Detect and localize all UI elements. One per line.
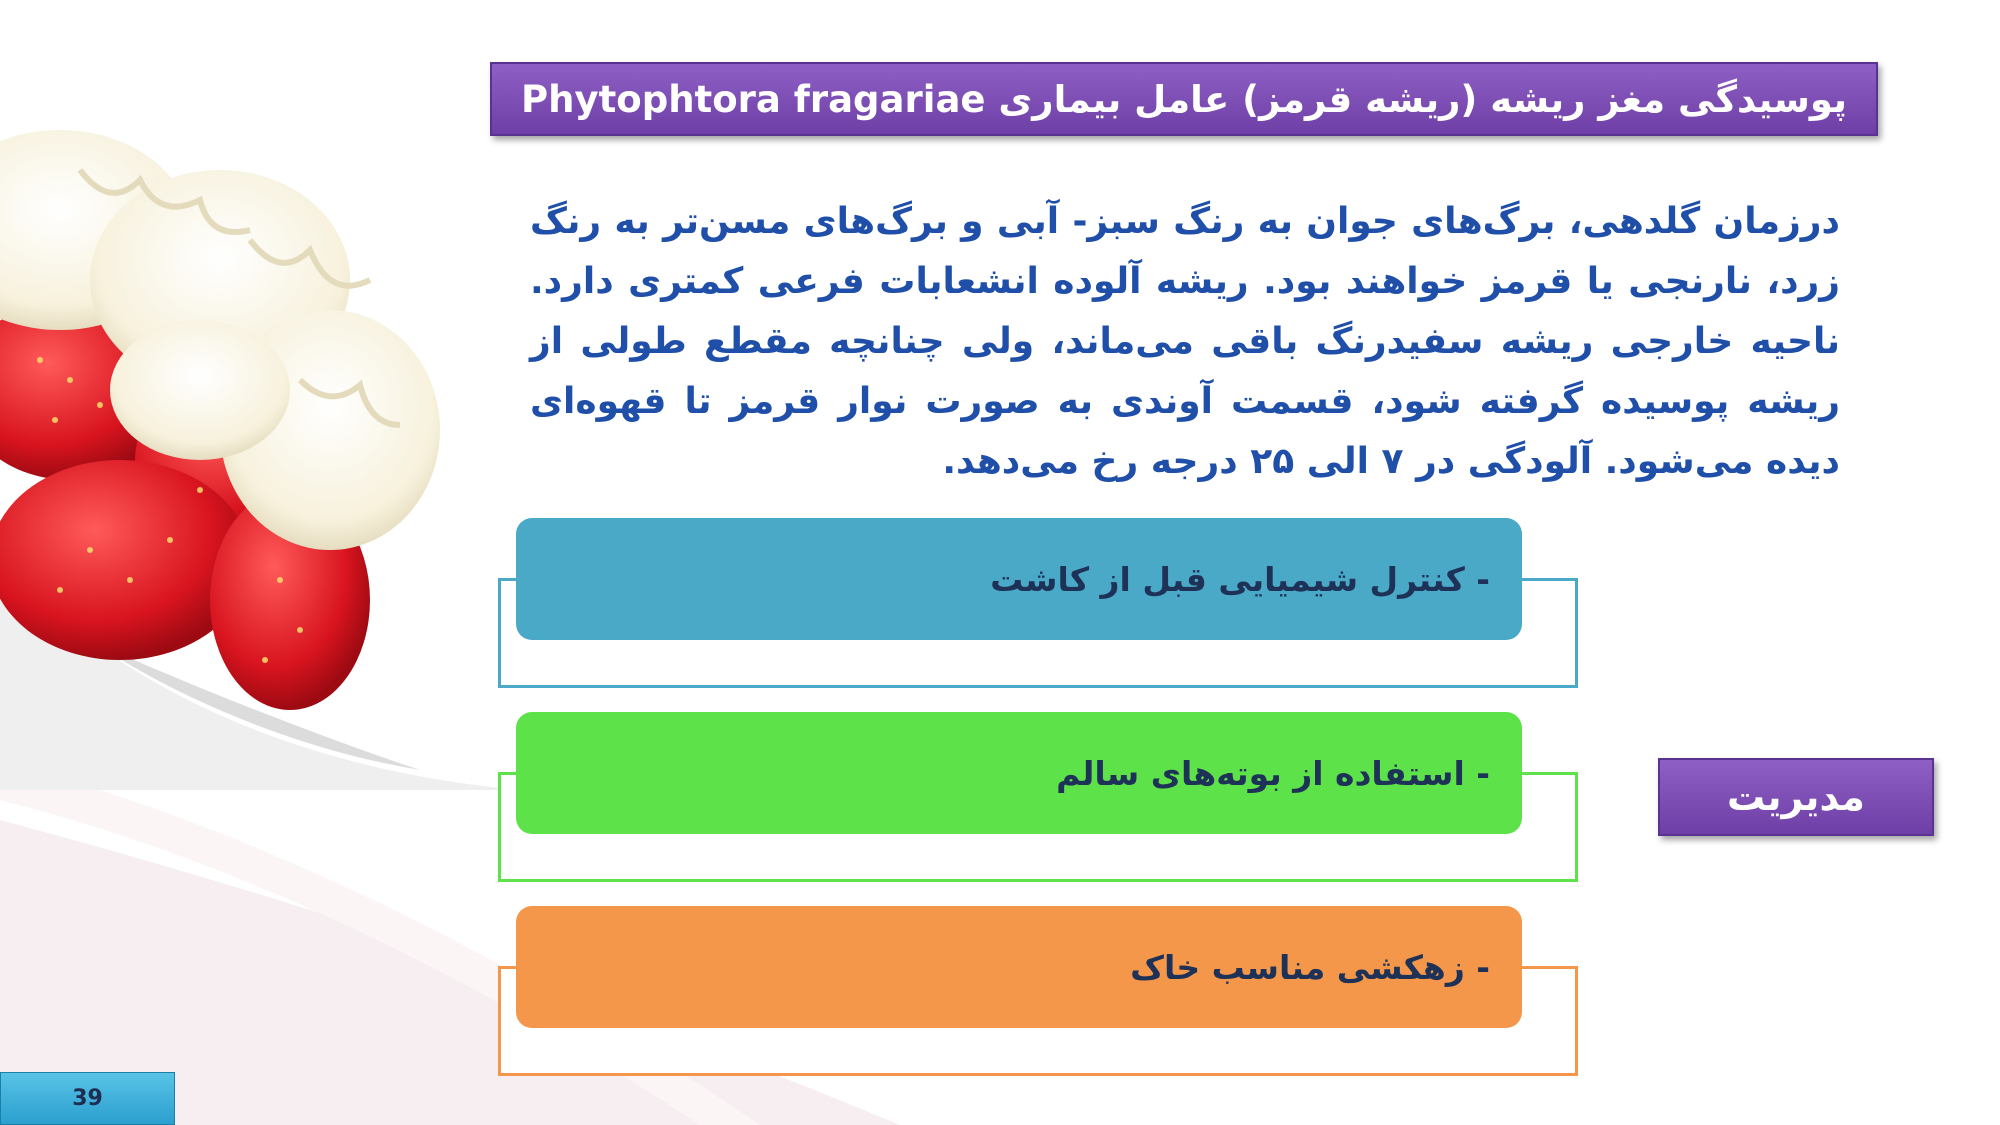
management-item-1 — [516, 518, 1522, 640]
management-item-1-label: - کنترل شیمیایی قبل از کاشت — [990, 559, 1490, 599]
page-number: 39 — [0, 1072, 175, 1125]
management-item-2 — [516, 712, 1522, 834]
management-label: مدیریت — [1658, 758, 1934, 836]
slide-title: پوسیدگی مغز ریشه (ریشه قرمز) عامل بیماری Phytophtora fragariae — [490, 62, 1878, 136]
management-item-2-label: - استفاده از بوته‌های سالم — [1056, 753, 1490, 793]
description-text: درزمان گلدهی، برگ‌های جوان به رنگ سبز- آبی و برگ‌های مسن‌تر به رنگ زرد، نارنجی یا قرمز خواهند بود. ریشه آلوده انشعابات فرعی کمتری دارد. ناحیه خارجی ریشه سفیدرنگ باقی می‌ماند، ولی چنانچه مقطع طولی از ریشه پوسیده گرفته شود، قسمت آوندی به صورت نوار قرمز تا قهوه‌ای دیده می‌شود. آلودگی در ۷ الی ۲۵ درجه رخ می‌دهد. — [530, 201, 1840, 482]
management-item-3 — [516, 906, 1522, 1028]
management-item-3-label: - زهکشی مناسب خاک — [1130, 947, 1490, 987]
